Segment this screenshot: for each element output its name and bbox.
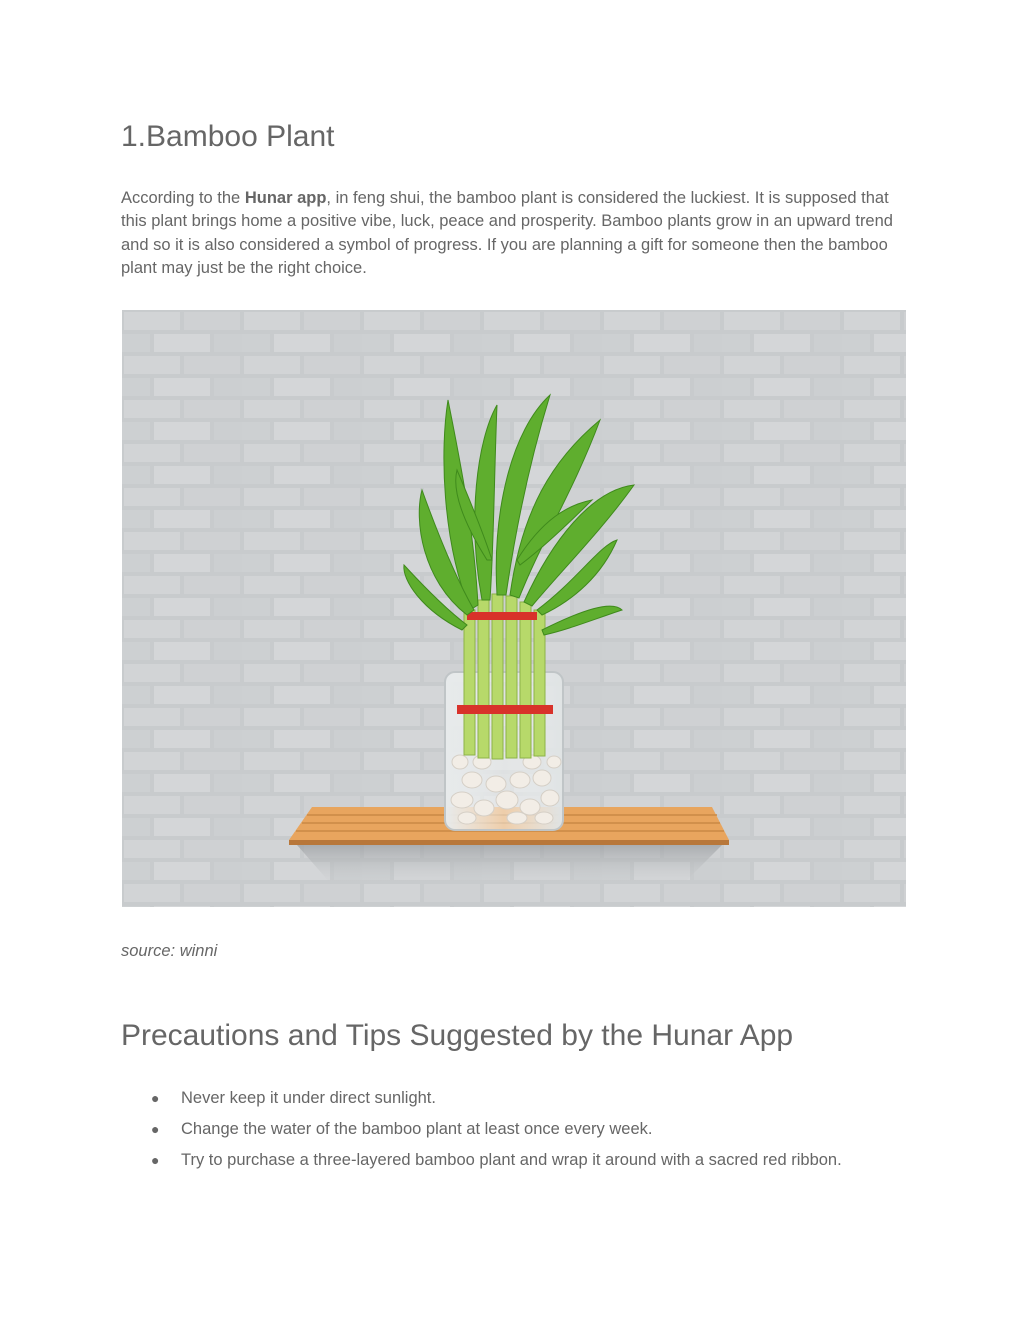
intro-paragraph xyxy=(121,187,906,280)
bullet-icon: ● xyxy=(151,1090,160,1106)
para-text-start: According to the xyxy=(121,189,245,207)
image-caption: source: winni xyxy=(121,942,218,960)
tips-list xyxy=(121,1087,906,1180)
para-text-rest: , in feng shui, the bamboo plant is considered the luckiest. It is supposed that this plant brings home a positive vibe, luck, peace and prosperity. Bamboo plants grow in an upward trend and so it is also considered a symbol of progress. If you are planning a gift for someone then the bamboo plant may just be the right choice. xyxy=(121,189,893,277)
list-item xyxy=(121,1149,906,1180)
bamboo-plant-photo xyxy=(122,310,906,907)
bullet-icon: ● xyxy=(151,1152,160,1168)
bullet-icon: ● xyxy=(151,1121,160,1137)
list-item xyxy=(121,1118,906,1149)
list-item xyxy=(121,1087,906,1118)
list-item-text: Try to purchase a three-layered bamboo plant and wrap it around with a sacred red ribbon. xyxy=(181,1151,842,1169)
hunar-app-link-text: Hunar app xyxy=(244,189,327,207)
list-item-text: Never keep it under direct sunlight. xyxy=(181,1089,436,1107)
section-heading-tips: Precautions and Tips Suggested by the Hunar App xyxy=(121,1019,794,1052)
list-item-text: Change the water of the bamboo plant at least once every week. xyxy=(181,1120,653,1138)
section-heading-bamboo: 1.Bamboo Plant xyxy=(121,120,335,153)
